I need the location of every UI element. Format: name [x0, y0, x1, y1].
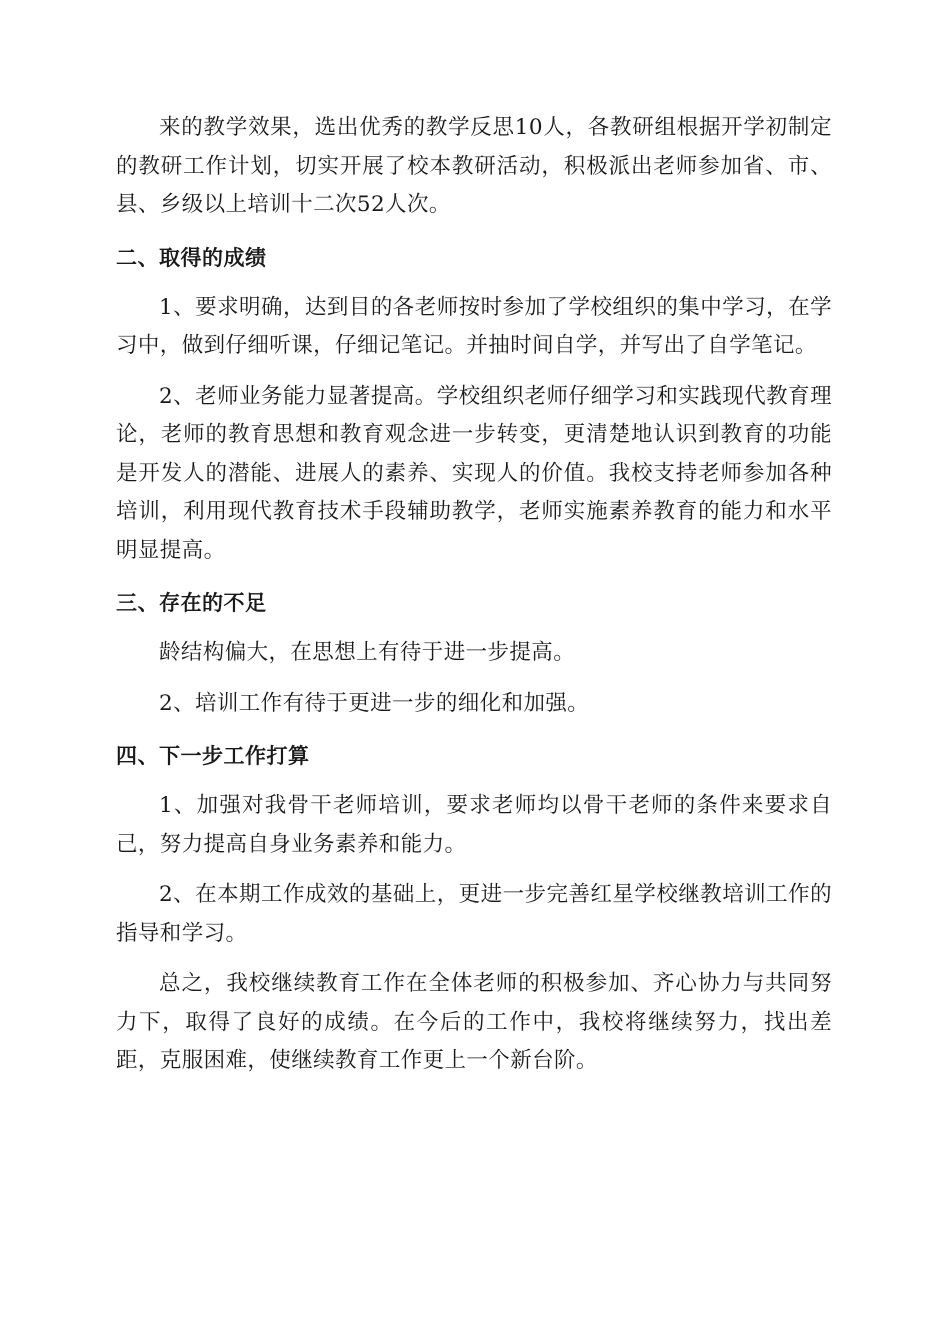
document-body — [116, 109, 832, 1081]
paragraph-achievement-2: 2、老师业务能力显著提高。学校组织老师仔细学习和实践现代教育理论，老师的教育思想和教育观念进一步转变，更清楚地认识到教育的功能是开发人的潜能、进展人的素养、实现人的价值。我校支持老师参加各种培训，利用现代教育技术手段辅助教学，老师实施素养教育的能力和水平明显提高。 — [116, 383, 832, 563]
paragraph-shortcoming-1: 龄结构偏大，在思想上有待于进一步提高。 — [159, 640, 576, 665]
paragraph-next-step-2: 2、在本期工作成效的基础上，更进一步完善红星学校继教培训工作的指导和学习。 — [116, 882, 832, 946]
paragraph-achievement-1: 1、要求明确，达到目的各老师按时参加了学校组织的集中学习，在学习中，做到仔细听课，仔细记笔记。并抽时间自学，并写出了自学笔记。 — [116, 294, 832, 358]
section-heading-shortcomings: 三、存在的不足 — [116, 591, 267, 615]
paragraph-intro: 来的教学效果，选出优秀的教学反思10人，各教研组根据开学初制定的教研工作计划，切实开展了校本教研活动，积极派出老师参加省、市、县、乡级以上培训十二次52人次。 — [116, 115, 832, 217]
section-heading-achievements: 二、取得的成绩 — [116, 245, 267, 270]
paragraph-next-step-1: 1、加强对我骨干老师培训，要求老师均以骨干老师的条件来要求自己，努力提高自身业务素养和能力。 — [116, 793, 832, 857]
paragraph-shortcoming-2: 2、培训工作有待于更进一步的细化和加强。 — [159, 690, 590, 716]
section-heading-next-steps: 四、下一步工作打算 — [116, 744, 310, 768]
paragraph-conclusion: 总之，我校继续教育工作在全体老师的积极参加、齐心协力与共同努力下，取得了良好的成绩。在今后的工作中，我校将继续努力，找出差距，克服困难，使继续教育工作更上一个新台阶。 — [116, 971, 832, 1073]
